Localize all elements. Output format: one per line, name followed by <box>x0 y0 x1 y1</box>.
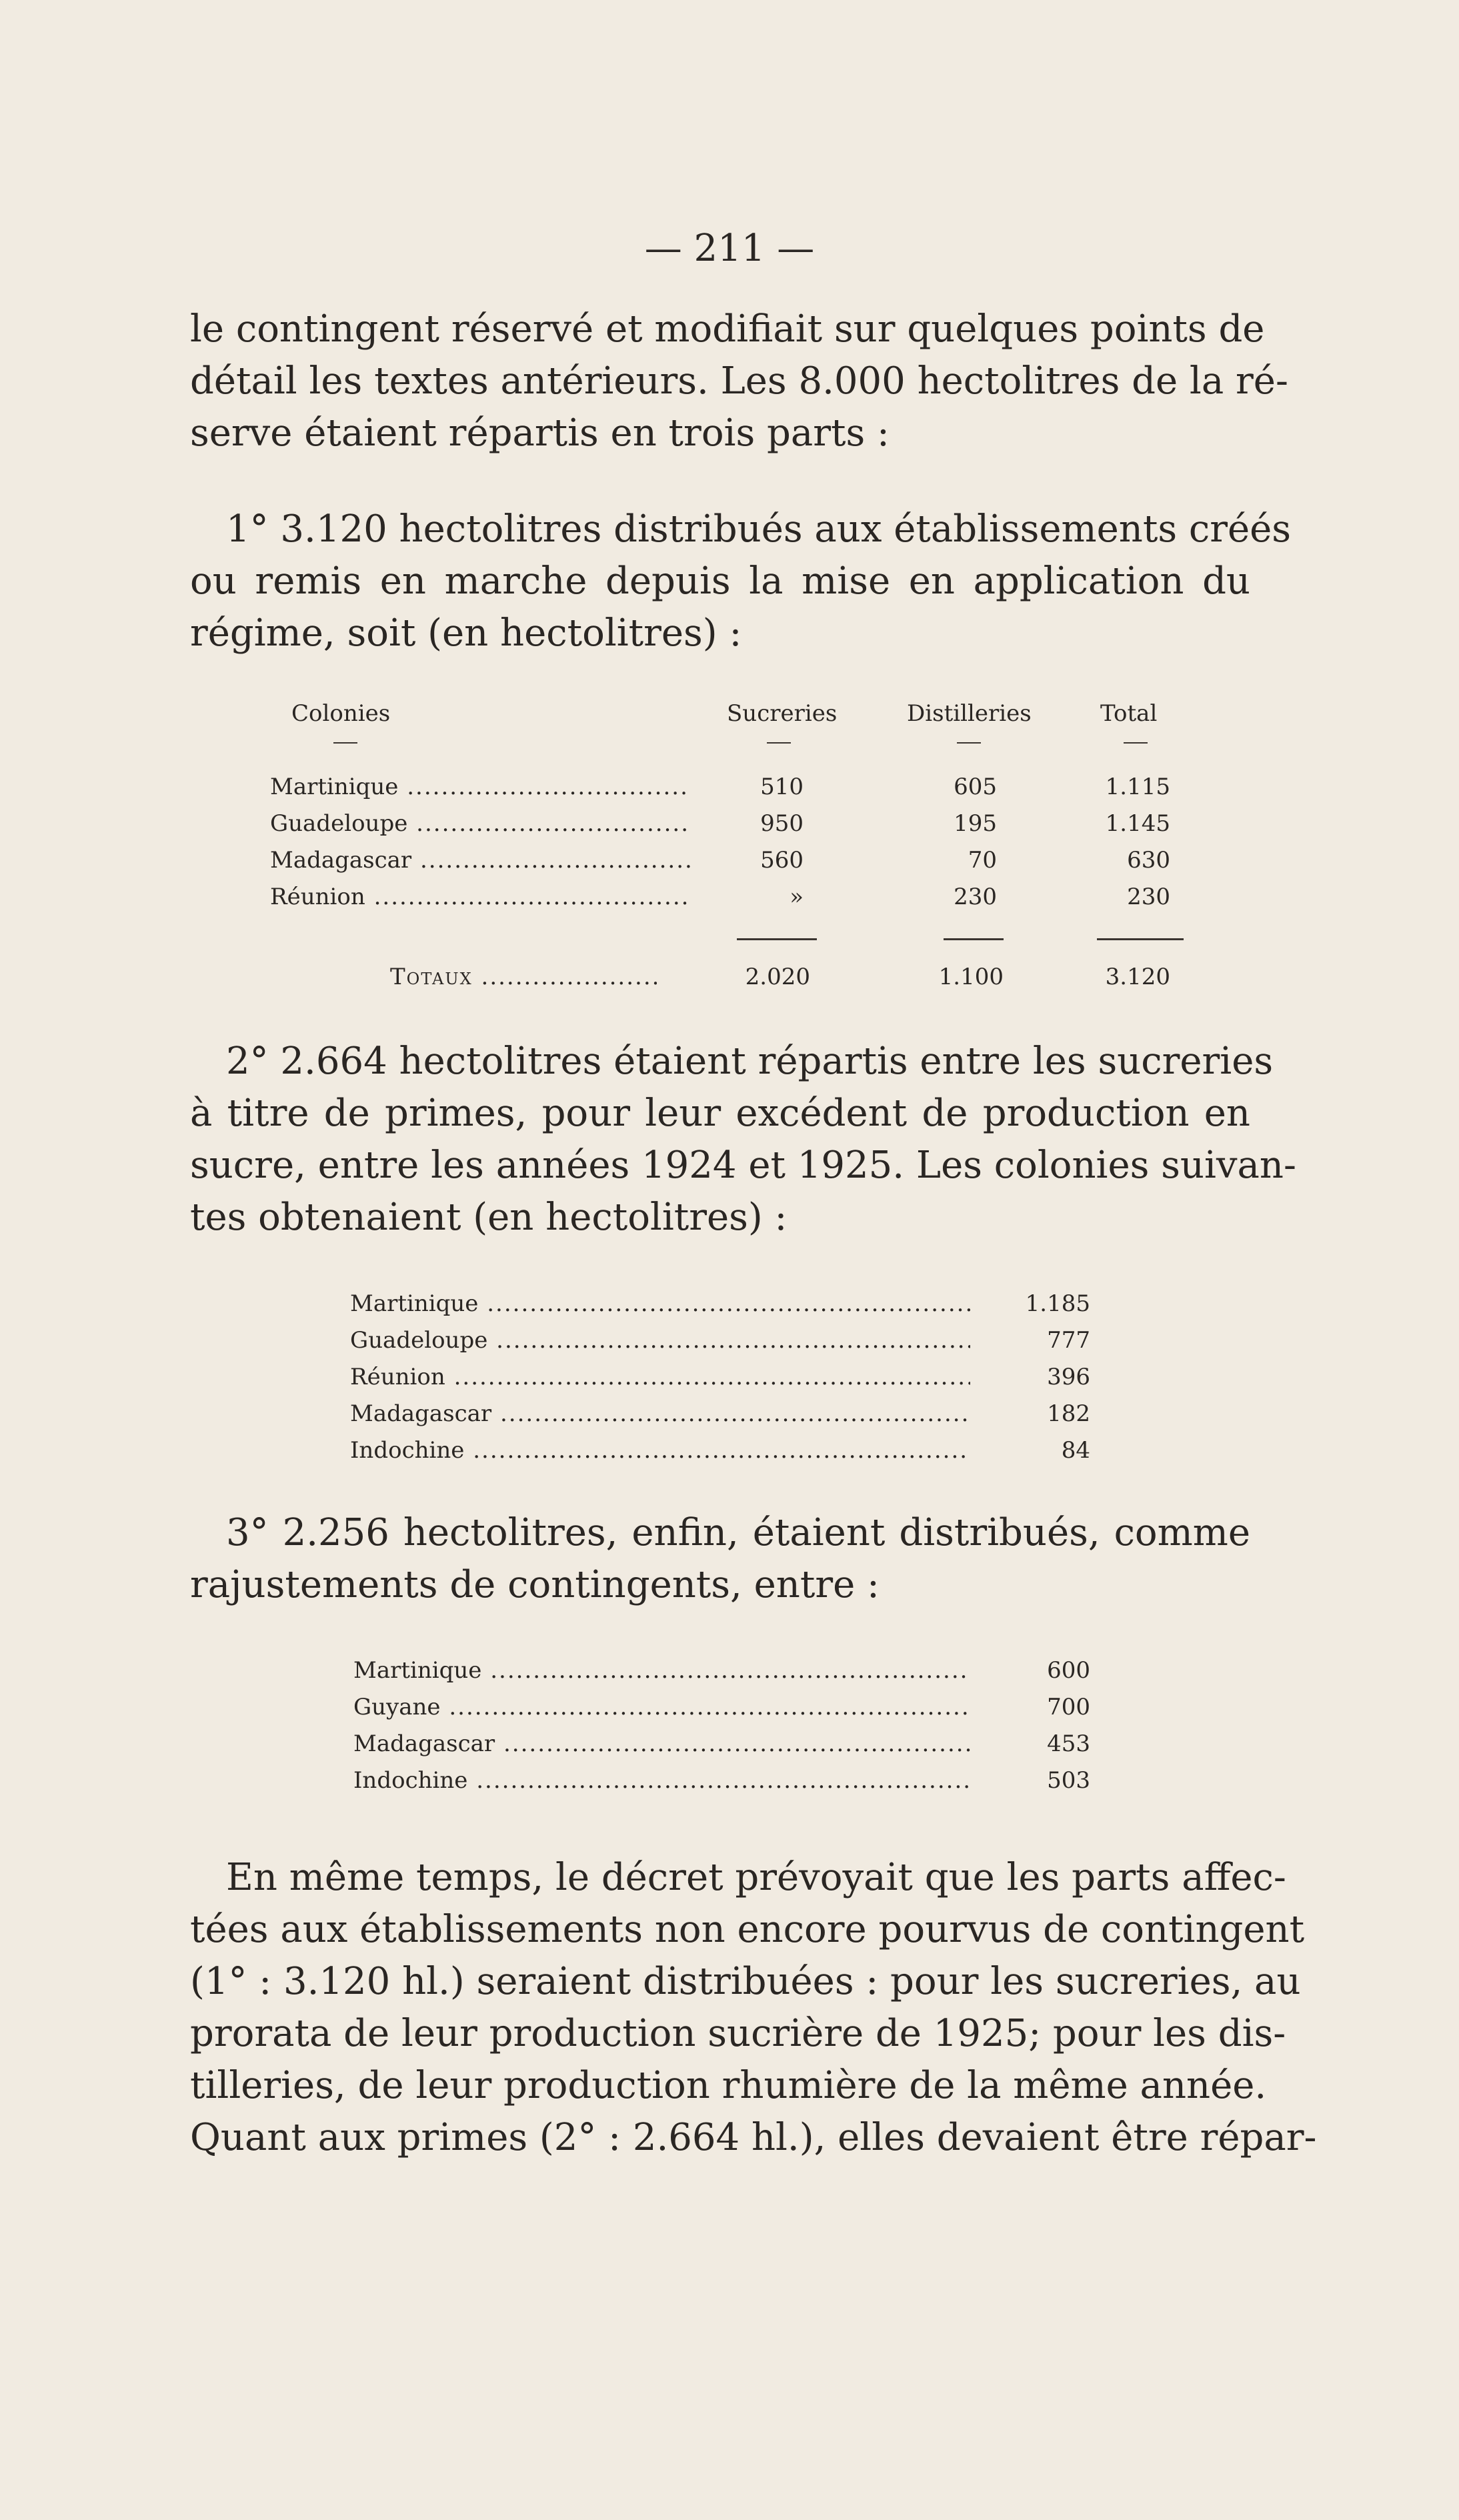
total-rule <box>1097 938 1184 940</box>
cell-distilleries: 195 <box>954 810 997 837</box>
table-row <box>270 880 1184 914</box>
paragraph-5 <box>190 1852 1317 2164</box>
table-row <box>350 1324 1100 1357</box>
table-row <box>353 1690 1104 1724</box>
text-line: Quant aux primes (2° : 2.664 hl.), elles devaient être répar- <box>190 2116 1317 2159</box>
row-label: Martinique ..... <box>270 770 690 804</box>
text-line: régime, soit (en hectolitres) : <box>190 611 742 655</box>
paragraph-4 <box>190 1507 1250 1611</box>
cell-total: 630 <box>1127 847 1170 874</box>
text-line: (1° : 3.120 hl.) seraient distribuées : pour les sucreries, au <box>190 1960 1301 2003</box>
text-line: serve étaient répartis en trois parts : <box>190 411 890 455</box>
table-1 <box>270 697 1184 997</box>
text-line: tilleries, de leur production rhumière de la même année. <box>190 2064 1267 2107</box>
text-line: le contingent réservé et modifiait sur quelques points de <box>190 307 1265 351</box>
cell-distilleries: 605 <box>954 774 997 800</box>
text-line: tes obtenaient (en hectolitres) : <box>190 1196 788 1239</box>
text-line: tées aux établissements non encore pourvus de contingent <box>190 1908 1305 1951</box>
totals-label: Totaux ..... <box>390 960 657 994</box>
text-line: sucre, entre les années 1924 et 1925. Les colonies suivan- <box>190 1144 1296 1187</box>
header-dash <box>957 742 981 744</box>
header-distilleries: Distilleries <box>907 700 1032 727</box>
row-label: Madagascar ..... <box>353 1727 970 1760</box>
table-row <box>270 807 1184 840</box>
table-row <box>353 1727 1104 1760</box>
total-rule <box>737 938 817 940</box>
cell-sucreries: 950 <box>760 810 804 837</box>
row-value: 700 <box>1047 1694 1090 1720</box>
row-label: Guadeloupe ..... <box>270 807 690 840</box>
table-row <box>350 1360 1100 1394</box>
header-dash <box>333 742 357 744</box>
header-total: Total <box>1100 700 1158 727</box>
table-row <box>353 1764 1104 1797</box>
row-value: 503 <box>1047 1767 1090 1794</box>
totals-sucreries: 2.020 <box>745 964 810 990</box>
table-3 <box>353 1654 1104 1800</box>
row-label: Indochine ..... <box>350 1434 970 1467</box>
cell-sucreries: 510 <box>760 774 804 800</box>
cell-total: 1.115 <box>1105 774 1170 800</box>
row-label: Madagascar ..... <box>270 844 690 877</box>
text-line: ou remis en marche depuis la mise en application du <box>190 559 1250 603</box>
row-label: Réunion ..... <box>350 1360 970 1394</box>
cell-distilleries: 230 <box>954 884 997 910</box>
paragraph-3 <box>190 1036 1296 1244</box>
totals-distilleries: 1.100 <box>938 964 1004 990</box>
row-value: 1.185 <box>1025 1290 1090 1317</box>
paragraph-1 <box>190 303 1288 459</box>
paragraph-2 <box>190 503 1292 660</box>
text-line: En même temps, le décret prévoyait que les parts affec- <box>226 1856 1286 1899</box>
total-rule <box>944 938 1004 940</box>
row-value: 84 <box>1061 1437 1090 1464</box>
row-value: 777 <box>1047 1327 1090 1354</box>
cell-sucreries: » <box>790 884 804 910</box>
table-row <box>350 1434 1100 1467</box>
row-label: Madagascar ..... <box>350 1397 970 1430</box>
row-value: 600 <box>1047 1657 1090 1684</box>
cell-total: 230 <box>1127 884 1170 910</box>
table-row <box>270 844 1184 877</box>
table-row <box>270 770 1184 804</box>
row-value: 182 <box>1047 1400 1090 1427</box>
totals-row <box>270 960 1184 994</box>
text-line: prorata de leur production sucrière de 1925; pour les dis- <box>190 2012 1286 2055</box>
header-dash <box>767 742 791 744</box>
table-2 <box>350 1287 1100 1470</box>
table-row <box>353 1654 1104 1687</box>
row-label: Martinique ..... <box>350 1287 970 1320</box>
row-value: 396 <box>1047 1364 1090 1390</box>
row-label: Indochine ..... <box>353 1764 970 1797</box>
table-row <box>350 1287 1100 1320</box>
header-sucreries: Sucreries <box>727 700 838 727</box>
text-line: 2° 2.664 hectolitres étaient répartis entre les sucreries <box>226 1040 1274 1083</box>
text-line: détail les textes antérieurs. Les 8.000 hectolitres de la ré- <box>190 359 1288 403</box>
row-label: Guadeloupe ..... <box>350 1324 970 1357</box>
text-line: à titre de primes, pour leur excédent de production en <box>190 1092 1250 1135</box>
header-dash <box>1124 742 1148 744</box>
row-label: Réunion ..... <box>270 880 690 914</box>
text-line: 1° 3.120 hectolitres distribués aux établissements créés <box>226 507 1292 551</box>
cell-total: 1.145 <box>1105 810 1170 837</box>
text-line: 3° 2.256 hectolitres, enfin, étaient distribués, comme <box>226 1511 1250 1554</box>
header-colonies: Colonies <box>291 700 391 727</box>
totals-total: 3.120 <box>1105 964 1170 990</box>
text-line: rajustements de contingents, entre : <box>190 1563 880 1606</box>
table-row <box>350 1397 1100 1430</box>
row-label: Martinique ..... <box>353 1654 970 1687</box>
page-number: — 211 — <box>644 227 815 270</box>
row-label: Guyane ..... <box>353 1690 970 1724</box>
cell-distilleries: 70 <box>968 847 997 874</box>
cell-sucreries: 560 <box>760 847 804 874</box>
row-value: 453 <box>1047 1730 1090 1757</box>
table-header-row <box>270 697 1184 730</box>
